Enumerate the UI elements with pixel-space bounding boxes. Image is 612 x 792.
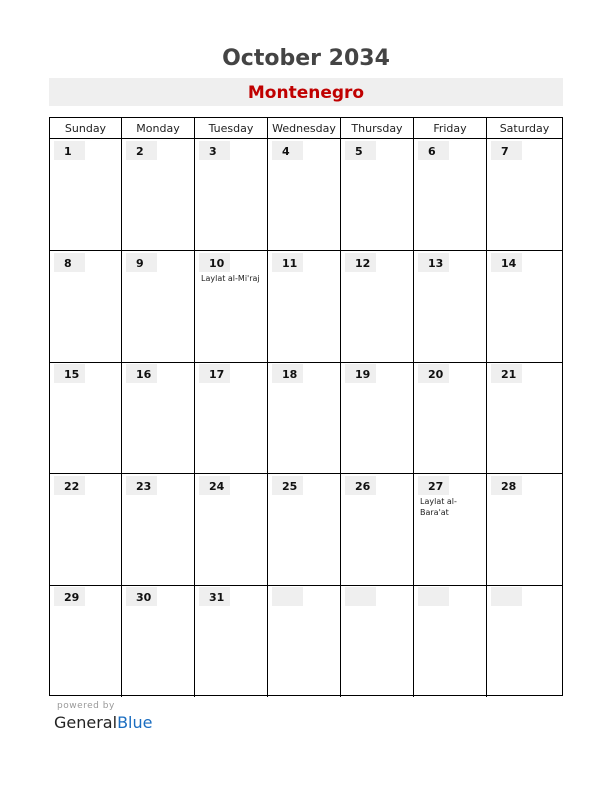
day-cell[interactable]	[195, 474, 268, 585]
day-cell[interactable]	[268, 362, 341, 473]
day-cell[interactable]	[341, 585, 414, 697]
day-number: 24	[199, 476, 230, 495]
day-cell[interactable]	[195, 139, 268, 250]
day-cell[interactable]	[268, 474, 341, 585]
powered-by-text: powered by	[57, 701, 115, 711]
day-number: 5	[345, 141, 376, 160]
week-row	[50, 251, 562, 363]
day-number: 18	[272, 364, 303, 383]
day-cell[interactable]	[50, 474, 122, 585]
day-number: 14	[491, 253, 522, 272]
day-number	[491, 587, 522, 606]
day-number: 3	[199, 141, 230, 160]
day-number: 26	[345, 476, 376, 495]
day-cell[interactable]	[487, 362, 562, 473]
day-number: 27	[418, 476, 449, 495]
day-number: 11	[272, 253, 303, 272]
day-cell[interactable]	[487, 139, 562, 250]
brand-general: General	[54, 713, 118, 732]
week-row	[50, 585, 562, 697]
day-cell[interactable]	[50, 585, 122, 697]
day-number: 20	[418, 364, 449, 383]
day-cell[interactable]	[341, 474, 414, 585]
weekday-thursday: Thursday	[341, 118, 414, 138]
day-number: 9	[126, 253, 157, 272]
day-cell[interactable]	[414, 362, 487, 473]
day-number: 4	[272, 141, 303, 160]
day-cell[interactable]	[195, 585, 268, 697]
day-number: 21	[491, 364, 522, 383]
week-row	[50, 362, 562, 474]
country-name: Montenegro	[49, 78, 563, 106]
day-number: 28	[491, 476, 522, 495]
day-number: 16	[126, 364, 157, 383]
weekday-saturday: Saturday	[499, 122, 550, 135]
holiday-label: Laylat al-Mi'raj	[201, 273, 260, 283]
day-number: 6	[418, 141, 449, 160]
day-number: 30	[126, 587, 157, 606]
calendar-grid	[49, 117, 563, 696]
day-cell[interactable]	[50, 362, 122, 473]
day-cell[interactable]	[122, 251, 195, 362]
day-number: 7	[491, 141, 522, 160]
day-cell[interactable]	[268, 585, 341, 697]
day-cell[interactable]	[195, 362, 268, 473]
day-cell[interactable]	[122, 474, 195, 585]
day-number: 15	[54, 364, 85, 383]
day-number: 31	[199, 587, 230, 606]
day-number: 22	[54, 476, 85, 495]
day-number: 1	[54, 141, 85, 160]
day-cell[interactable]	[414, 251, 487, 362]
weekday-friday: Friday	[414, 118, 487, 138]
day-cell[interactable]	[268, 139, 341, 250]
day-cell[interactable]	[122, 362, 195, 473]
day-number: 29	[54, 587, 85, 606]
day-number: 2	[126, 141, 157, 160]
day-number: 13	[418, 253, 449, 272]
weekday-header-row	[50, 118, 562, 139]
day-number: 8	[54, 253, 85, 272]
day-cell[interactable]	[487, 474, 562, 585]
day-cell[interactable]	[341, 251, 414, 362]
day-number: 17	[199, 364, 230, 383]
day-cell[interactable]	[487, 585, 562, 697]
brand-logo[interactable]	[54, 713, 152, 732]
day-cell[interactable]	[487, 251, 562, 362]
day-number	[418, 587, 449, 606]
day-cell[interactable]	[50, 251, 122, 362]
day-cell[interactable]	[341, 362, 414, 473]
week-row	[50, 474, 562, 586]
day-number: 19	[345, 364, 376, 383]
weekday-sunday: Sunday	[50, 118, 122, 138]
day-cell[interactable]	[341, 139, 414, 250]
day-number: 25	[272, 476, 303, 495]
day-cell[interactable]	[268, 251, 341, 362]
holiday-label: Laylat al-Bara'at	[420, 496, 457, 517]
weekday-wednesday: Wednesday	[268, 118, 341, 138]
day-number	[345, 587, 376, 606]
week-row	[50, 139, 562, 251]
day-number	[272, 587, 303, 606]
day-cell[interactable]	[195, 251, 268, 362]
day-cell[interactable]	[50, 139, 122, 250]
day-cell[interactable]	[414, 585, 487, 697]
weekday-monday: Monday	[122, 118, 195, 138]
brand-blue: Blue	[117, 713, 153, 732]
day-number: 10	[199, 253, 230, 272]
day-cell[interactable]	[414, 139, 487, 250]
page-title: October 2034	[222, 46, 390, 71]
day-cell[interactable]	[414, 474, 487, 585]
day-cell[interactable]	[122, 585, 195, 697]
day-number: 12	[345, 253, 376, 272]
weekday-tuesday: Tuesday	[195, 118, 268, 138]
day-cell[interactable]	[122, 139, 195, 250]
day-number: 23	[126, 476, 157, 495]
